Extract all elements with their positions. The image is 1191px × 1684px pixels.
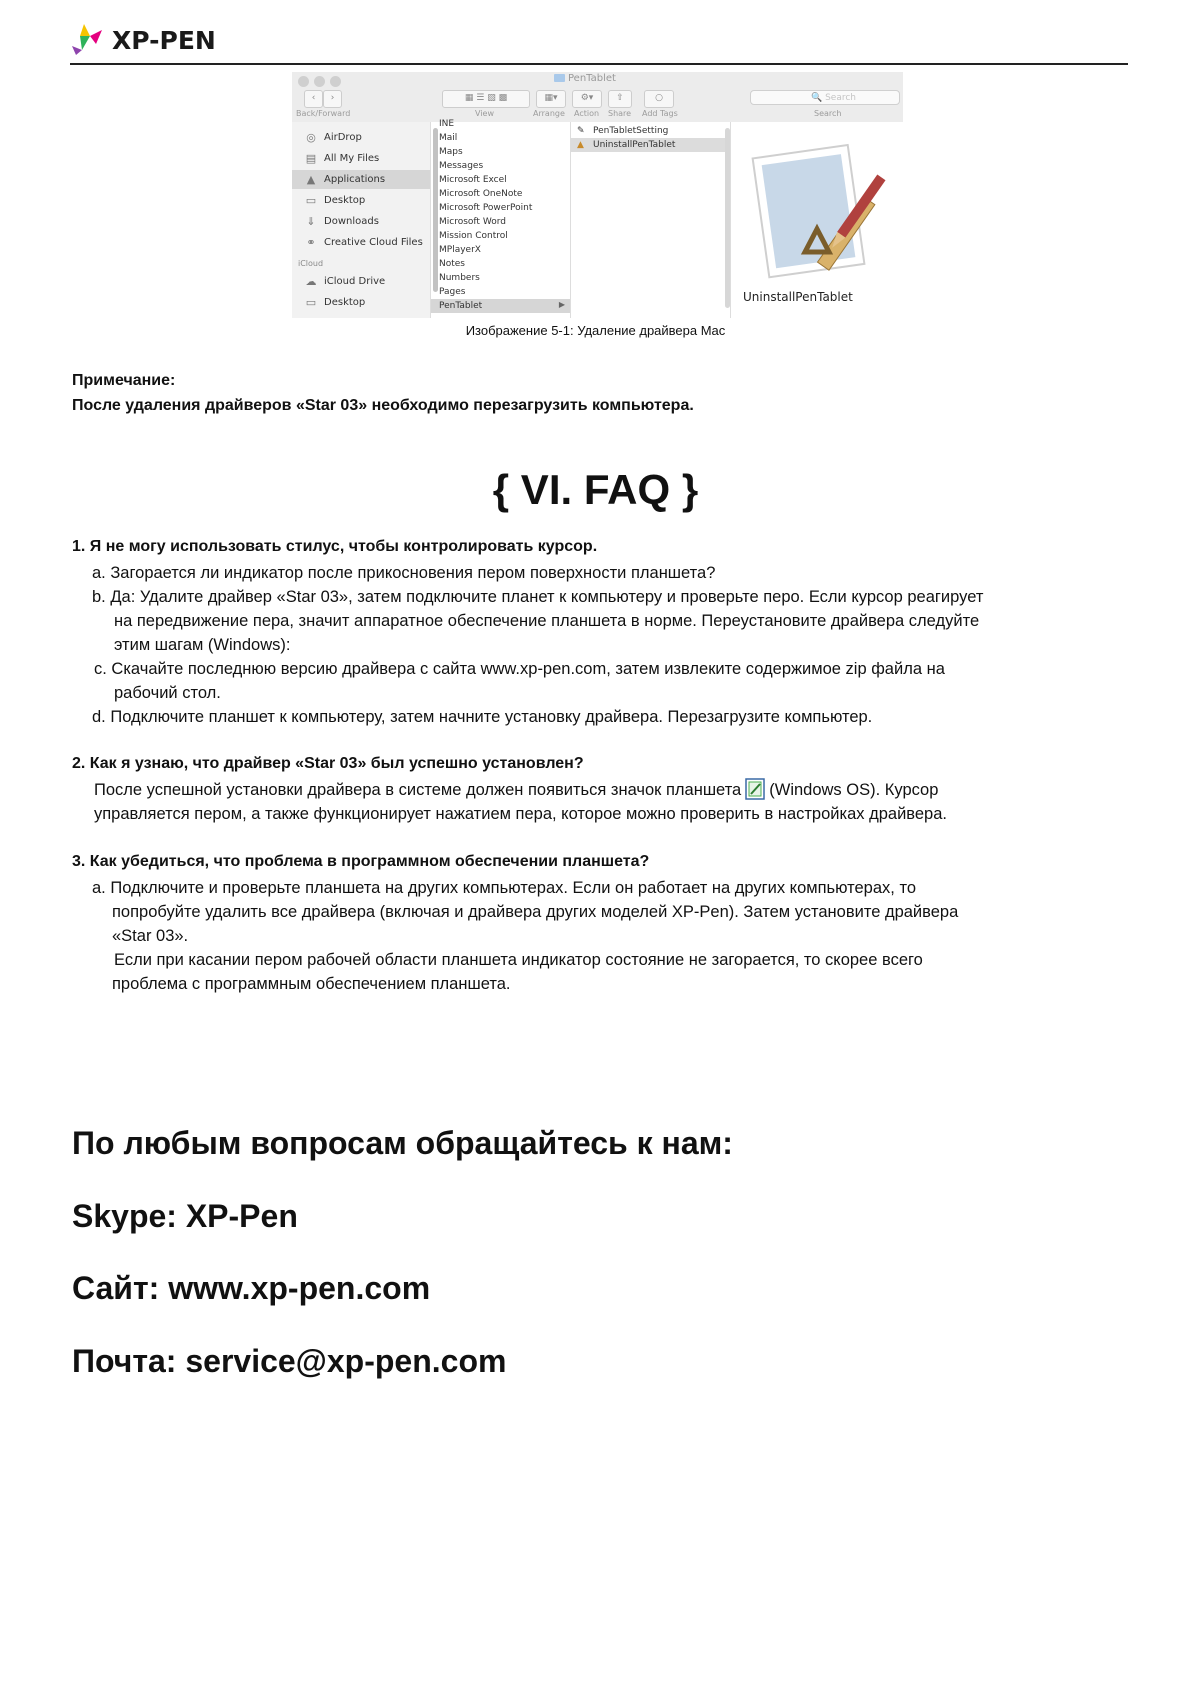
list-item[interactable]: Pages (439, 287, 466, 297)
arrange-button[interactable]: ▦▾ (536, 90, 566, 108)
list-item-pentablet-setting[interactable]: ✎ PenTabletSetting (577, 126, 669, 136)
xp-pen-logo-icon (72, 22, 108, 56)
contact-site: Сайт: www.xp-pen.com (72, 1270, 431, 1306)
list-item[interactable]: Messages (439, 161, 484, 171)
faq-answer-3a-line2: попробуйте удалить все драйвера (включая и драйвера других моделей XP-Pen). Затем установите драйвера (112, 903, 959, 921)
list-item[interactable]: INE (439, 119, 455, 129)
back-button[interactable]: ‹ (304, 90, 323, 108)
forward-button[interactable]: › (323, 90, 342, 108)
contact-skype: Skype: XP-Pen (72, 1198, 298, 1234)
zoom-window-icon[interactable] (330, 76, 341, 87)
list-item[interactable]: Microsoft Excel (439, 175, 507, 185)
applications-icon: ▲ (306, 173, 316, 186)
close-window-icon[interactable] (298, 76, 309, 87)
faq-answer-1a: a. Загорается ли индикатор после прикосновения пером поверхности планшета? (92, 564, 716, 582)
share-label: Share (608, 109, 632, 118)
sidebar-item-applications[interactable]: ▲ Applications (292, 170, 430, 189)
sidebar-item-all-my-files[interactable]: ▤ All My Files (305, 152, 380, 165)
faq-answer-3a-line4: Если при касании пером рабочей области планшета индикатор состояние не загорается, то скорее всего (114, 951, 923, 969)
sidebar-item-creative-cloud-files[interactable]: ⚭ Creative Cloud Files (306, 236, 423, 249)
faq-answer-1c-line2: рабочий стол. (114, 684, 221, 702)
action-label: Action (574, 109, 600, 118)
search-label: Search (814, 109, 842, 118)
list-item-uninstall-pentablet[interactable]: ▲ UninstallPenTablet (571, 138, 726, 152)
finder-sidebar (292, 122, 430, 318)
applications-column (430, 119, 571, 318)
list-item[interactable]: Mail (439, 133, 458, 143)
action-button[interactable]: ⚙▾ (572, 90, 602, 108)
view-label: View (475, 109, 494, 118)
cloud-icon: ☁ (305, 275, 317, 288)
add-tags-label: Add Tags (642, 109, 678, 118)
list-item[interactable]: Mission Control (439, 231, 508, 241)
list-item[interactable]: Microsoft OneNote (439, 189, 523, 199)
settings-app-icon: ✎ (577, 126, 585, 136)
faq-answer-1d: d. Подключите планшет к компьютеру, затем начните установку драйвера. Перезагрузите компьютер. (92, 708, 873, 726)
faq-answer-1b-line2: на передвижение пера, значит аппаратное обеспечение планшета в норме. Переустановите драйвера следуйте (114, 612, 980, 630)
faq-answer-1c-line1: c. Скачайте последнюю версию драйвера с сайта www.xp-pen.com, затем извлеките содержимое zip файла на (94, 660, 945, 678)
faq-question-1: 1. Я не могу использовать стилус, чтобы контролировать курсор. (72, 538, 598, 555)
sidebar-item-downloads[interactable]: ⇓ Downloads (306, 215, 379, 228)
minimize-window-icon[interactable] (314, 76, 325, 87)
figure-caption: Изображение 5-1: Удаление драйвера Mac (465, 323, 726, 338)
tablet-tray-icon (745, 778, 765, 800)
desktop-icon: ▭ (305, 296, 317, 309)
sidebar-item-icloud-drive[interactable]: ☁ iCloud Drive (305, 275, 386, 288)
list-item[interactable]: MPlayerX (439, 245, 481, 255)
list-item[interactable]: Numbers (439, 273, 480, 283)
contact-heading: По любым вопросам обращайтесь к нам: (72, 1125, 733, 1161)
sidebar-item-desktop[interactable]: ▭ Desktop (305, 194, 366, 207)
list-item-selected[interactable]: PenTablet (431, 299, 571, 313)
chevron-right-icon: ▶ (558, 300, 565, 309)
sidebar-section-icloud: iCloud (298, 259, 324, 268)
faq-answer-2-line1: После успешной установки драйвера в системе должен появиться значок планшета (Windows OS). Курсор (94, 778, 938, 802)
contact-mail: Почта: service@xp-pen.com (72, 1343, 507, 1379)
faq-answer-1b-line3: этим шагам (Windows): (114, 636, 291, 654)
faq-answer-2-line2: управляется пером, а также функционирует нажатием пера, которое можно проверить в настройках драйвера. (94, 805, 947, 823)
search-input[interactable]: 🔍 Search (750, 90, 900, 105)
xp-pen-logo (72, 22, 232, 56)
desktop-icon: ▭ (305, 194, 317, 207)
uninstall-app-icon: ▲ (577, 140, 584, 150)
folder-icon (554, 74, 565, 82)
faq-answer-1b-line1: b. Да: Удалите драйвер «Star 03», затем подключите планет к компьютеру и проверьте перо. Если курсор реагирует (92, 588, 984, 606)
header-divider (70, 63, 1128, 65)
preview-file-name: UninstallPenTablet (743, 290, 853, 304)
faq-question-2: 2. Как я узнаю, что драйвер «Star 03» был успешно установлен? (72, 755, 584, 772)
sidebar-item-icloud-desktop[interactable]: ▭ Desktop (305, 296, 366, 309)
list-item[interactable]: Microsoft Word (439, 217, 506, 227)
preview-pane (730, 122, 903, 318)
faq-title: { VI. FAQ } (492, 466, 699, 513)
sidebar-item-airdrop[interactable]: ◎ AirDrop (306, 131, 362, 144)
view-segmented-control[interactable]: ▦ ☰ ▧ ▩ (442, 90, 530, 108)
pentablet-column (570, 122, 731, 318)
all-files-icon: ▤ (305, 152, 317, 165)
brand-name: XP-PEN (112, 26, 216, 55)
arrange-label: Arrange (533, 109, 565, 118)
back-forward-label: Back/Forward (296, 109, 351, 118)
column-scrollbar[interactable] (433, 128, 438, 292)
list-item[interactable]: Notes (439, 259, 465, 269)
finder-screenshot (292, 72, 903, 318)
faq-answer-3a-line3: «Star 03». (112, 927, 189, 945)
add-tags-button[interactable]: ○ (644, 90, 674, 108)
list-item[interactable]: Maps (439, 147, 463, 157)
note-body: После удаления драйверов «Star 03» необходимо перезагрузить компьютера. (72, 397, 694, 414)
creative-cloud-icon: ⚭ (306, 236, 316, 249)
downloads-icon: ⇓ (306, 215, 316, 228)
window-title: PenTablet (554, 73, 616, 84)
share-button[interactable]: ⇧ (608, 90, 632, 108)
faq-answer-3a-line5: проблема с программным обеспечением планшета. (112, 975, 511, 993)
faq-question-3: 3. Как убедиться, что проблема в программном обеспечении планшета? (72, 853, 650, 870)
note-title: Примечание: (72, 372, 176, 389)
list-item[interactable]: Microsoft PowerPoint (439, 203, 533, 213)
finder-toolbar (292, 72, 903, 123)
uninstall-app-large-icon (747, 134, 897, 284)
faq-answer-3a-line1: a. Подключите и проверьте планшета на других компьютерах. Если он работает на других компьютерах, то (92, 879, 917, 897)
airdrop-icon: ◎ (306, 131, 316, 144)
